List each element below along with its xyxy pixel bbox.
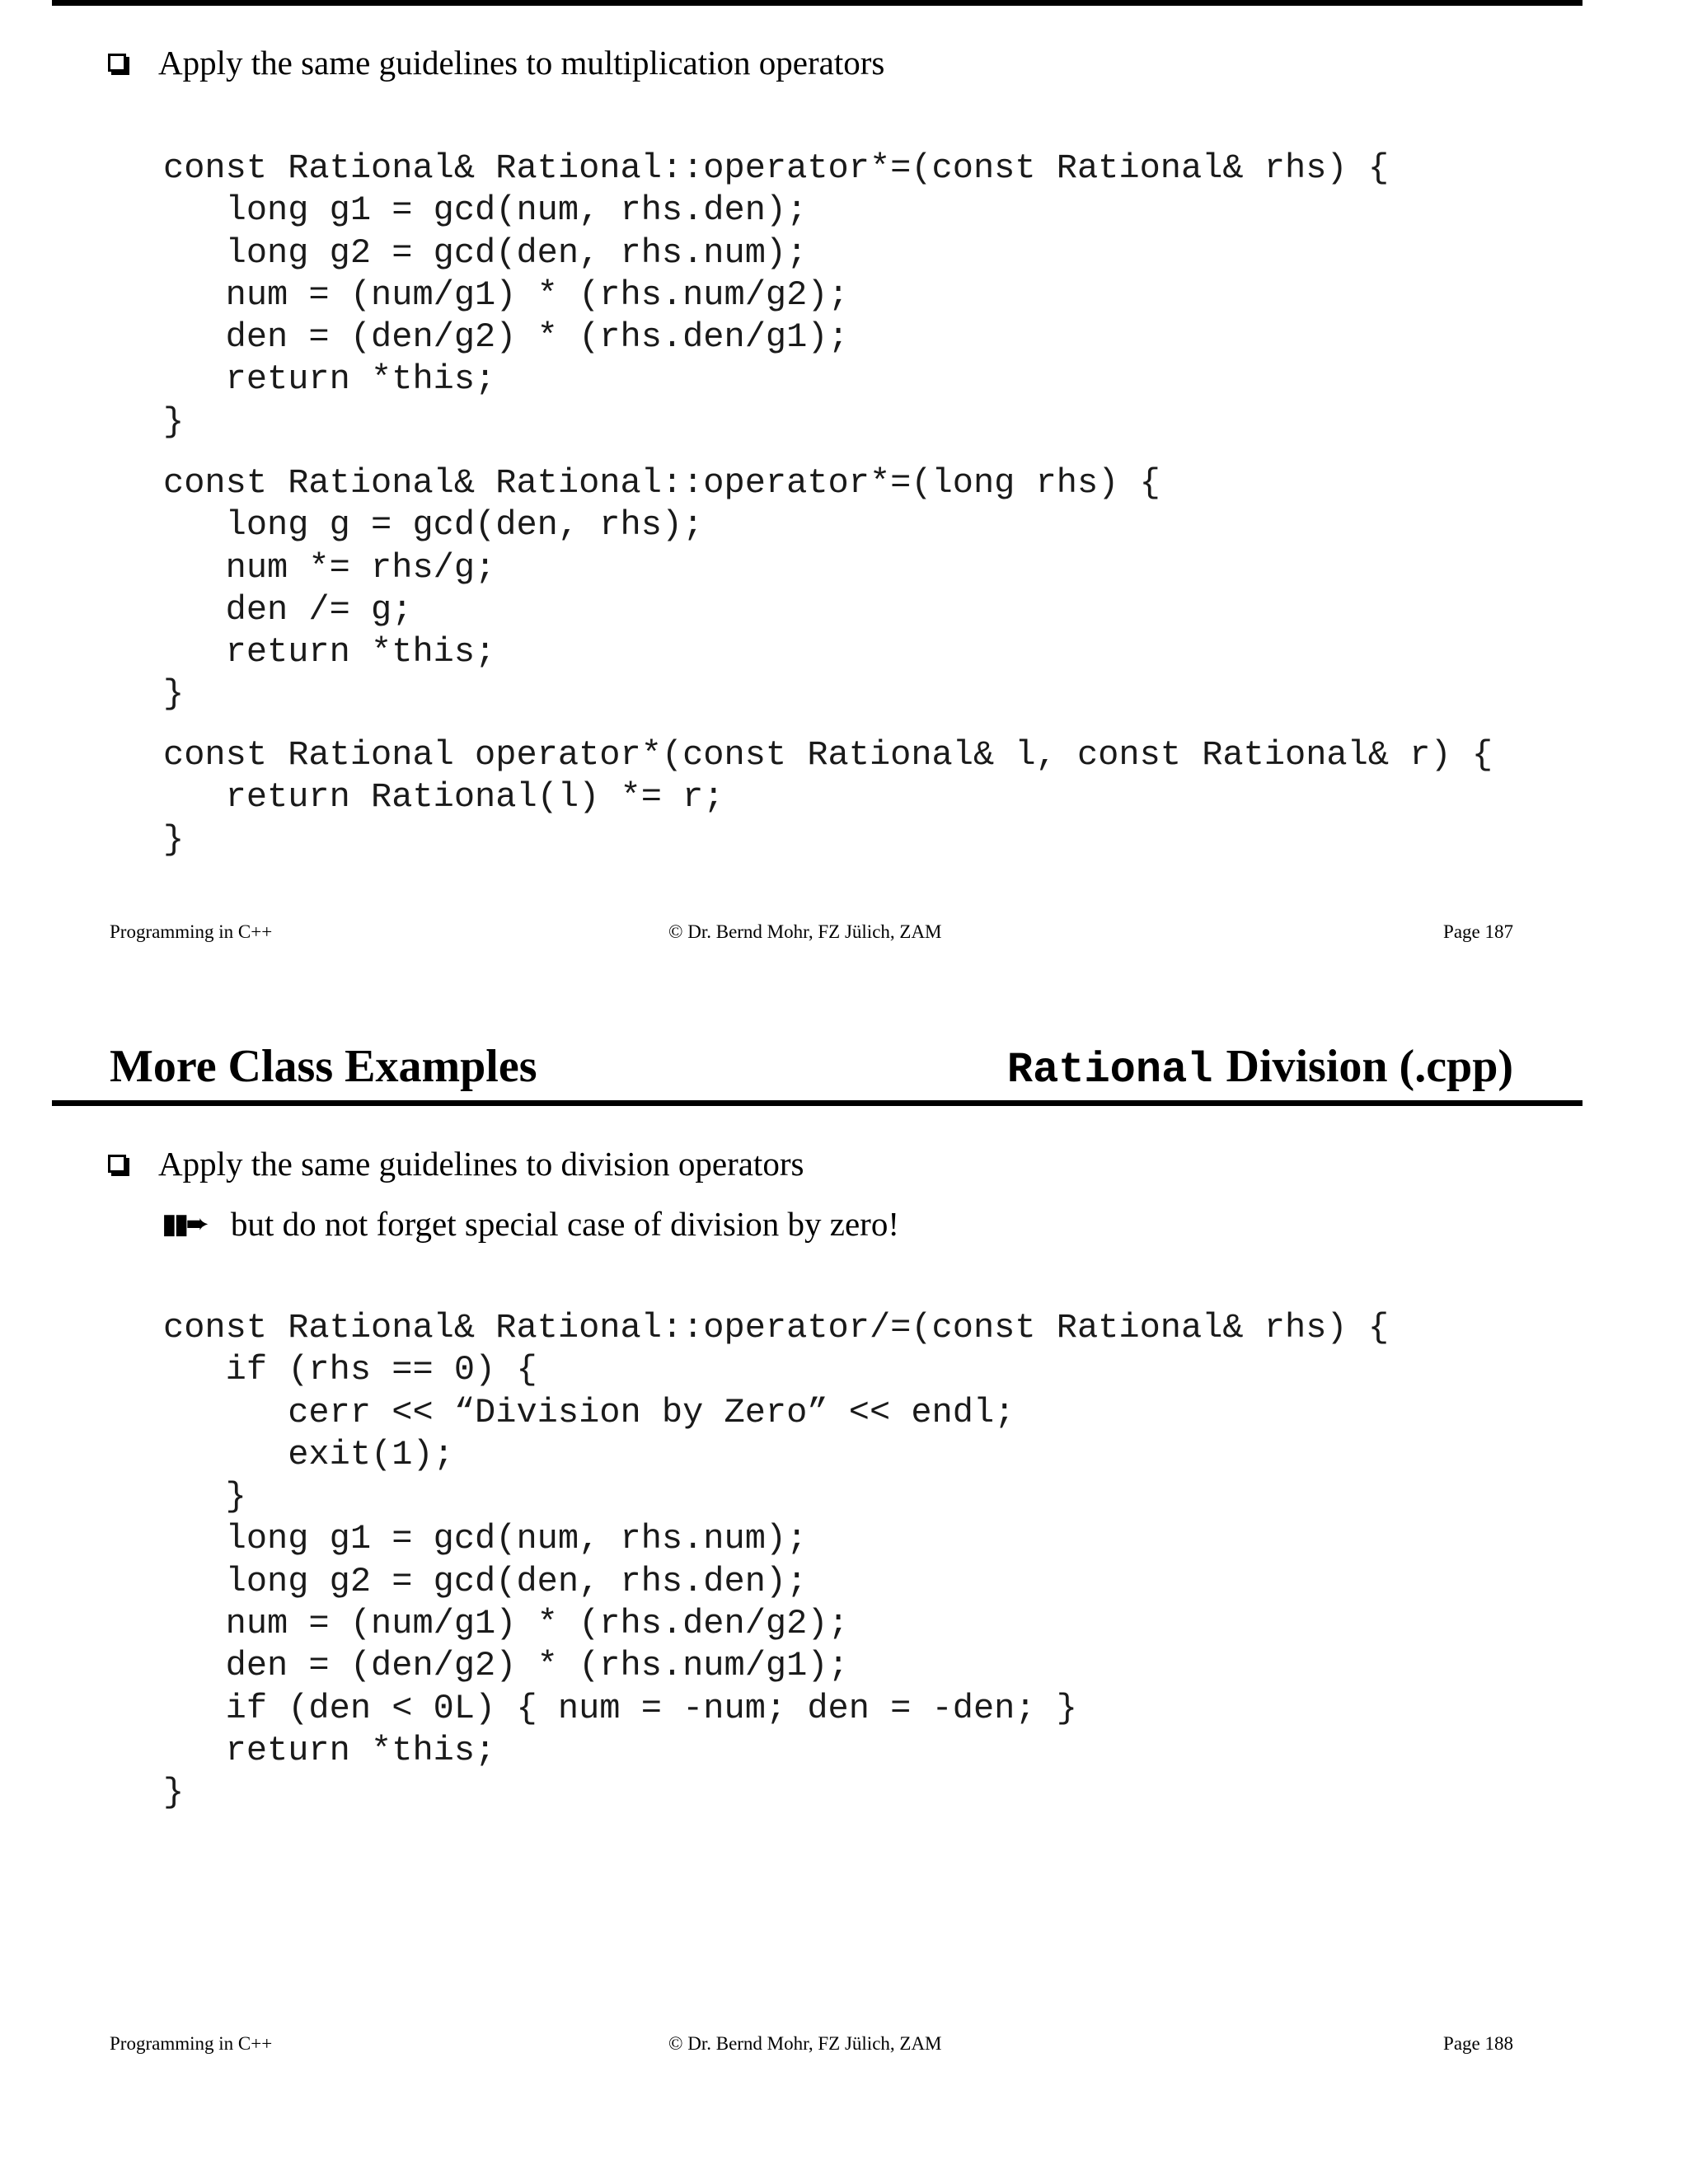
code-block-mul-assign-long	[163, 462, 1160, 716]
code-line: const Rational operator*(const Rational& l, const Rational& r) {	[163, 735, 1493, 775]
footer-center: © Dr. Bernd Mohr, FZ Jülich, ZAM	[668, 2033, 942, 2054]
code-line: num *= rhs/g;	[163, 547, 496, 588]
code-block-mul-assign-rational	[163, 148, 1389, 443]
code-line: }	[163, 819, 185, 860]
top-rule	[52, 0, 1582, 6]
bullet-item	[108, 1144, 804, 1183]
code-block-div-assign-rational	[163, 1307, 1389, 1815]
code-line: num = (num/g1) * (rhs.num/g2);	[163, 274, 849, 315]
code-line: return Rational(l) *= r;	[163, 777, 724, 818]
bullet-item	[108, 43, 884, 82]
code-line: return *this;	[163, 359, 496, 400]
code-line: const Rational& Rational::operator*=(long rhs) {	[163, 463, 1160, 503]
code-line: den = (den/g2) * (rhs.den/g1);	[163, 317, 849, 358]
bullet-text: Apply the same guidelines to multiplication operators	[158, 44, 885, 82]
checkbox-bullet-icon	[108, 54, 126, 72]
code-line: const Rational& Rational::operator/=(const Rational& rhs) {	[163, 1308, 1390, 1347]
title-rule	[52, 1100, 1582, 1106]
subtitle-code: Rational	[1006, 1046, 1213, 1094]
code-line: }	[163, 401, 185, 442]
code-line: return *this;	[163, 632, 496, 673]
code-line: den /= g;	[163, 589, 413, 630]
code-line: exit(1);	[163, 1434, 454, 1474]
code-line: long g1 = gcd(num, rhs.num);	[163, 1519, 808, 1559]
footer-left: Programming in C++	[110, 2033, 273, 2054]
code-line: }	[163, 674, 185, 715]
code-line: cerr << “Division by Zero” << endl;	[163, 1392, 1015, 1432]
code-line: long g1 = gcd(num, rhs.den);	[163, 190, 808, 231]
slide-title: More Class Examples	[110, 1041, 537, 1092]
sub-bullet-item	[162, 1204, 899, 1244]
subtitle-text: Division (.cpp)	[1226, 1041, 1513, 1092]
code-line: den = (den/g2) * (rhs.num/g1);	[163, 1646, 849, 1686]
footer-center: © Dr. Bernd Mohr, FZ Jülich, ZAM	[668, 921, 942, 942]
code-line: return *this;	[163, 1730, 496, 1770]
code-line: }	[163, 1477, 246, 1517]
footer-page-number: Page 187	[1443, 921, 1513, 942]
code-line: const Rational& Rational::operator*=(const Rational& rhs) {	[163, 148, 1390, 188]
slide-subtitle	[1007, 1040, 1513, 1094]
footer-page-number: Page 188	[1443, 2033, 1513, 2054]
checkbox-bullet-icon	[108, 1155, 126, 1173]
code-line: }	[163, 1773, 185, 1813]
code-line: long g2 = gcd(den, rhs.num);	[163, 232, 808, 273]
code-line: long g = gcd(den, rhs);	[163, 505, 704, 546]
code-block-mul-operator	[163, 734, 1493, 861]
bullet-text: Apply the same guidelines to division operators	[158, 1145, 804, 1183]
arrow-right-icon: ▮▮➨	[162, 1209, 206, 1240]
footer-left: Programming in C++	[110, 921, 273, 942]
code-line: if (den < 0L) { num = -num; den = -den; }	[163, 1688, 1077, 1728]
code-line: if (rhs == 0) {	[163, 1350, 537, 1390]
code-line: num = (num/g1) * (rhs.den/g2);	[163, 1604, 849, 1644]
code-line: long g2 = gcd(den, rhs.den);	[163, 1561, 808, 1601]
sub-bullet-text: but do not forget special case of division by zero!	[230, 1205, 899, 1243]
